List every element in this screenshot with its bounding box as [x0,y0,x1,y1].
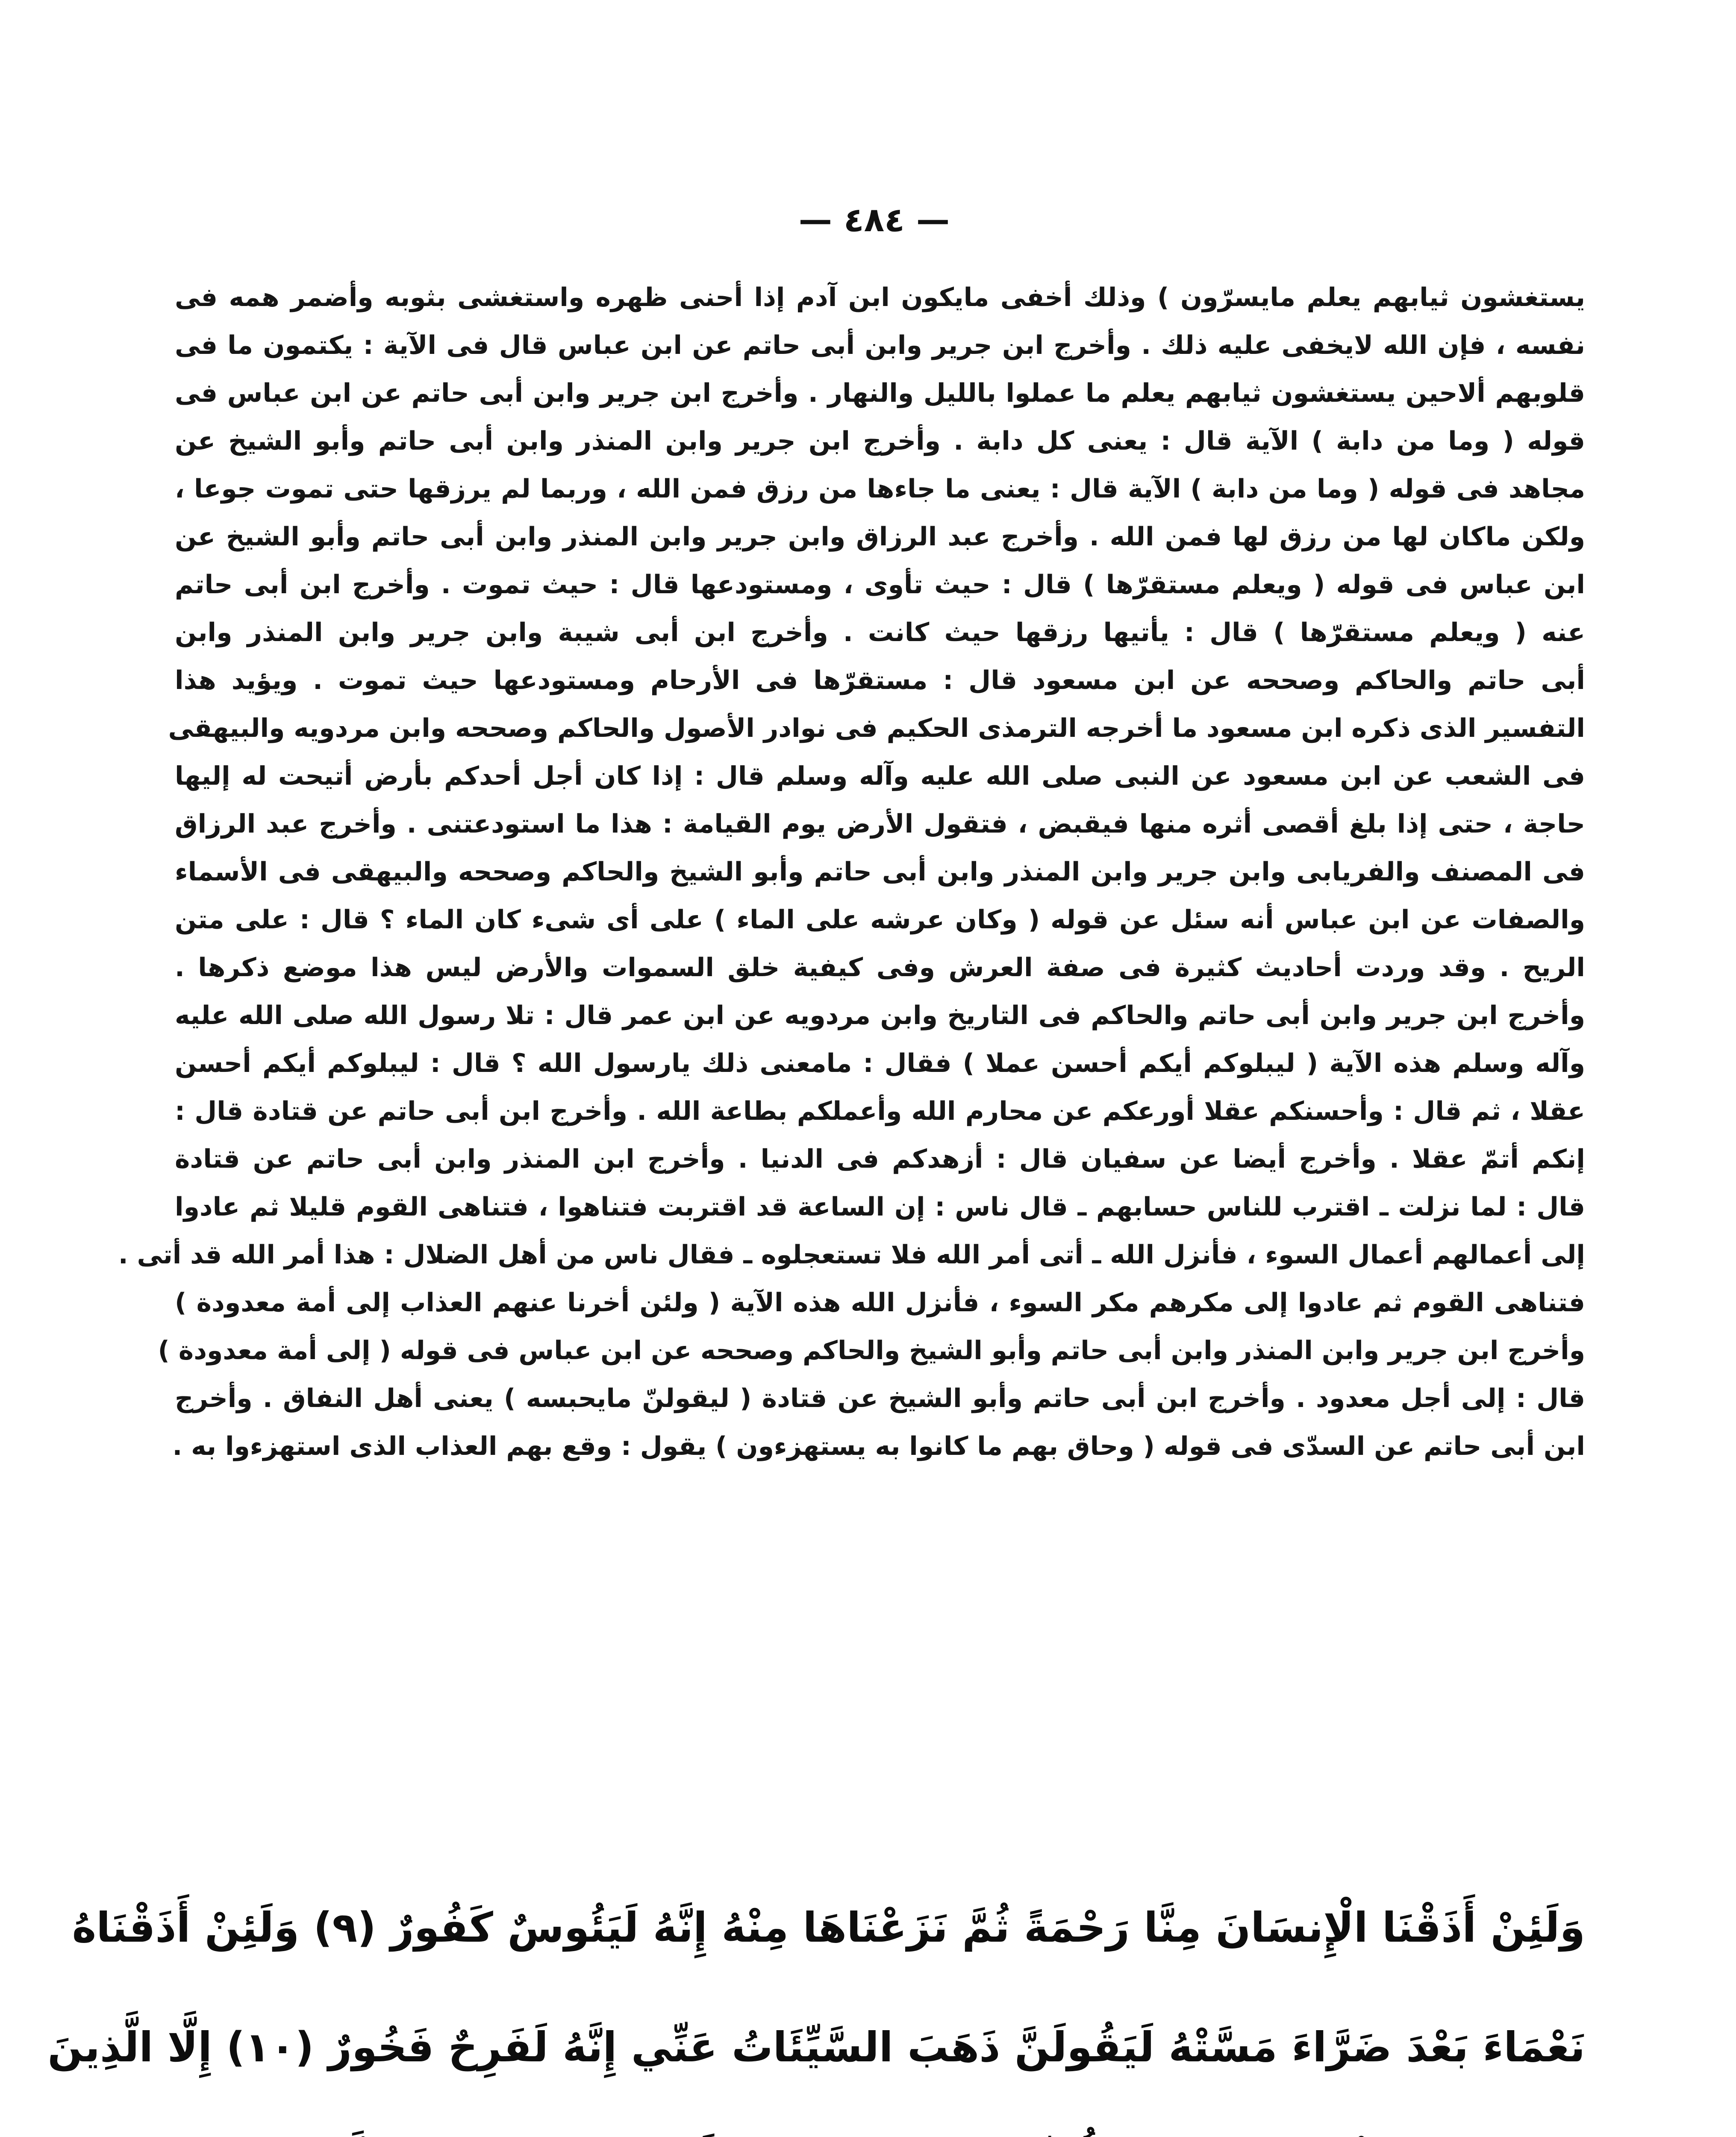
commentary-line: والصفات عن ابن عباس أنه سئل عن قوله ( وكان عرشه على الماء ) على أى شىء كان الماء ؟ قال : على متن [175,905,1585,935]
quran-verse-line: نَعْمَاءَ بَعْدَ ضَرَّاءَ مَسَّتْهُ لَيَقُولَنَّ ذَهَبَ السَّيِّئَاتُ عَنِّي إِنَّهُ لَفَرِحٌ فَخُورٌ (١٠) إِلَّا الَّذِينَ [47,2023,1585,2071]
commentary-line: عقلا ، ثم قال : وأحسنكم عقلا أورعكم عن محارم الله وأعملكم بطاعة الله . وأخرج ابن أبى حاتم عن قتادة قال : [175,1096,1585,1126]
commentary-line: التفسير الذى ذكره ابن مسعود ما أخرجه الترمذى الحكيم فى نوادر الأصول والحاكم وصححه وابن مردويه والبيهقى [168,713,1585,743]
commentary-line: نفسه ، فإن الله لايخفى عليه ذلك . وأخرج ابن جرير وابن أبى حاتم عن ابن عباس قال فى الآية : يكتمون ما فى [175,330,1585,360]
commentary-line: قال : إلى أجل معدود . وأخرج ابن أبى حاتم وأبو الشيخ عن قتادة ( ليقولنّ مايحبسه ) يعنى أهل النفاق . وأخرج [175,1383,1585,1413]
commentary-line: فى الشعب عن ابن مسعود عن النبى صلى الله عليه وآله وسلم قال : إذا كان أجل أحدكم بأرض أتيحت له إليها [175,761,1585,791]
commentary-line: فى المصنف والفريابى وابن جرير وابن المنذر وابن أبى حاتم وأبو الشيخ والحاكم وصححه والبيهقى فى الأسماء [175,857,1585,887]
commentary-line: ولكن ماكان لها من رزق لها فمن الله . وأخرج عبد الرزاق وابن جرير وابن المنذر وابن أبى حاتم وأبو الشيخ عن [175,522,1585,552]
commentary-text-block [118,274,1585,1470]
commentary-line: قوله ( وما من دابة ) الآية قال : يعنى كل دابة . وأخرج ابن جرير وابن المنذر وابن أبى حاتم وأبو الشيخ عن [175,426,1585,456]
commentary-line: الريح . وقد وردت أحاديث كثيرة فى صفة العرش وفى كيفية خلق السموات والأرض ليس هذا موضع ذكرها . [175,953,1585,983]
commentary-line: إنكم أتمّ عقلا . وأخرج أيضا عن سفيان قال : أزهدكم فى الدنيا . وأخرج ابن المنذر وابن أبى حاتم عن قتادة [175,1144,1585,1174]
commentary-line: مجاهد فى قوله ( وما من دابة ) الآية قال : يعنى ما جاءها من رزق فمن الله ، وربما لم يرزقها حتى تموت جوعا ، [175,474,1585,504]
quran-verse-line: وَلَئِنْ أَذَقْنَا الْإِنسَانَ مِنَّا رَحْمَةً ثُمَّ نَزَعْنَاهَا مِنْهُ إِنَّهُ لَيَئُوسٌ كَفُورٌ (٩) وَلَئِنْ أَذَقْنَاهُ [72,1904,1585,1952]
commentary-line: أبى حاتم والحاكم وصححه عن ابن مسعود قال : مستقرّها فى الأرحام ومستودعها حيث تموت . ويؤيد هذا [175,665,1585,695]
commentary-line: عنه ( ويعلم مستقرّها ) قال : يأتيها رزقها حيث كانت . وأخرج ابن أبى شيبة وابن جرير وابن المنذر وابن [175,618,1585,648]
quran-verse-line [175,2107,1585,2137]
commentary-line: ابن أبى حاتم عن السدّى فى قوله ( وحاق بهم ما كانوا به يستهزءون ) يقول : وقع بهم العذاب الذى استهزءوا به . [172,1431,1585,1461]
book-page [12,0,1736,2137]
commentary-line: قال : لما نزلت ـ اقترب للناس حسابهم ـ قال ناس : إن الساعة قد اقتربت فتناهوا ، فتناهى القوم قليلا ثم عادوا [175,1192,1585,1222]
quran-verses-block [47,1868,1585,2137]
commentary-line: قلوبهم ألاحين يستغشون ثيابهم يعلم ما عملوا بالليل والنهار . وأخرج ابن جرير وابن أبى حاتم عن ابن عباس فى [175,378,1585,408]
commentary-line: وأخرج ابن جرير وابن المنذر وابن أبى حاتم وأبو الشيخ والحاكم وصححه عن ابن عباس فى قوله ( إلى أمة معدودة ) [158,1336,1585,1366]
commentary-line: فتناهى القوم ثم عادوا إلى مكرهم مكر السوء ، فأنزل الله هذه الآية ( ولئن أخرنا عنهم العذاب إلى أمة معدودة ) [175,1288,1585,1318]
commentary-line: حاجة ، حتى إذا بلغ أقصى أثره منها فيقبض ، فتقول الأرض يوم القيامة : هذا ما استودعتنى . وأخرج عبد الرزاق [175,809,1585,839]
commentary-line: ابن عباس فى قوله ( ويعلم مستقرّها ) قال : حيث تأوى ، ومستودعها قال : حيث تموت . وأخرج ابن أبى حاتم [175,570,1585,600]
commentary-line: وأخرج ابن جرير وابن أبى حاتم والحاكم فى التاريخ وابن مردويه عن ابن عمر قال : تلا رسول الله صلى الله عليه [175,1001,1585,1030]
page-number: — ٤٨٤ — [798,201,950,239]
commentary-line: وآله وسلم هذه الآية ( ليبلوكم أيكم أحسن عملا ) فقال : مامعنى ذلك يارسول الله ؟ قال : ليبلوكم أيكم أحسن [175,1048,1585,1078]
commentary-line: يستغشون ثيابهم يعلم مايسرّون ) وذلك أخفى مايكون ابن آدم إذا أحنى ظهره واستغشى بثوبه وأضمر همه فى [175,283,1585,312]
commentary-line: إلى أعمالهم أعمال السوء ، فأنزل الله ـ أتى أمر الله فلا تستعجلوه ـ فقال ناس من أهل الضلال : هذا أمر الله قد أتى . [118,1240,1585,1270]
